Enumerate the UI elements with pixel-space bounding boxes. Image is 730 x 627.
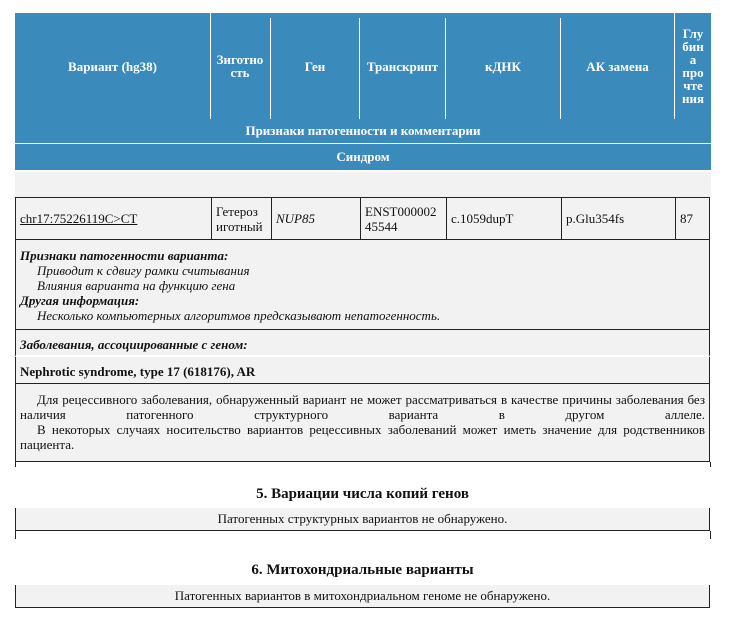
- table-edge: [15, 531, 16, 539]
- variant-comment: [15, 384, 710, 462]
- col-header-gene: Ген: [304, 58, 326, 74]
- cell-aa-change: p.Glu354fs: [566, 211, 625, 226]
- pathogenicity-item: Влияния варианта на функцию гена: [37, 278, 236, 293]
- pathogenicity-item: Приводит к сдвигу рамки считывания: [37, 263, 250, 278]
- other-info-item: Несколько компьютерных алгоритмов предсказывают непатогенность.: [37, 308, 441, 323]
- pathogenicity-title: Признаки патогенности варианта:: [20, 248, 229, 263]
- syndrome-empty-row: [15, 172, 711, 197]
- table-edge: [15, 462, 16, 467]
- cell-gene: NUP85: [276, 211, 315, 226]
- cell-depth: 87: [680, 211, 693, 226]
- subheader-syndrome: Синдром: [336, 149, 390, 164]
- section-title-cnv: 5. Вариации числа копий генов: [256, 486, 469, 502]
- col-header-depth: Глу бин а про чте ния: [681, 26, 704, 106]
- pathogenicity-notes: [15, 240, 710, 330]
- cell-cdna: c.1059dupT: [451, 211, 514, 226]
- variant-link[interactable]: chr17:75226119C>CT: [20, 211, 138, 226]
- comment-paragraph: В некоторых случаях носительство вариантов рецессивных заболеваний может иметь значение для родственников пациента.: [20, 422, 705, 452]
- section-text-mito: Патогенных вариантов в митохондриальном геноме не обнаружено.: [15, 585, 710, 608]
- table-edge: [710, 462, 711, 467]
- other-info-title: Другая информация:: [20, 293, 140, 308]
- cell-transcript: ENST000002 45544: [365, 203, 437, 234]
- table-header: [15, 13, 711, 170]
- subheader-pathogenicity: Признаки патогенности и комментарии: [15, 119, 711, 144]
- associated-diseases-title: Заболевания, ассоциированные с геном:: [15, 330, 710, 357]
- col-header-aa-change: АК замена: [586, 58, 649, 74]
- col-header-cdna: кДНК: [485, 58, 521, 74]
- cell-variant[interactable]: [16, 198, 211, 239]
- section-title-mito: 6. Митохондриальные варианты: [251, 562, 474, 578]
- col-header-variant: Вариант (hg38): [68, 58, 157, 74]
- cell-zygosity: Гетероз иготный: [216, 203, 263, 234]
- table-row: [15, 197, 710, 240]
- col-header-zygosity: Зиготно сть: [216, 52, 264, 80]
- section-text-cnv: Патогенных структурных вариантов не обнаружено.: [15, 508, 710, 531]
- disease-name: Nephrotic syndrome, type 17 (618176), AR: [15, 357, 710, 384]
- col-header-transcript: Транскрипт: [366, 58, 439, 74]
- comment-paragraph: Для рецессивного заболевания, обнаруженный вариант не может рассматриваться в качестве причины заболевания без наличия патогенного структурного варианта в другом аллеле.: [20, 392, 705, 422]
- table-edge: [710, 531, 711, 539]
